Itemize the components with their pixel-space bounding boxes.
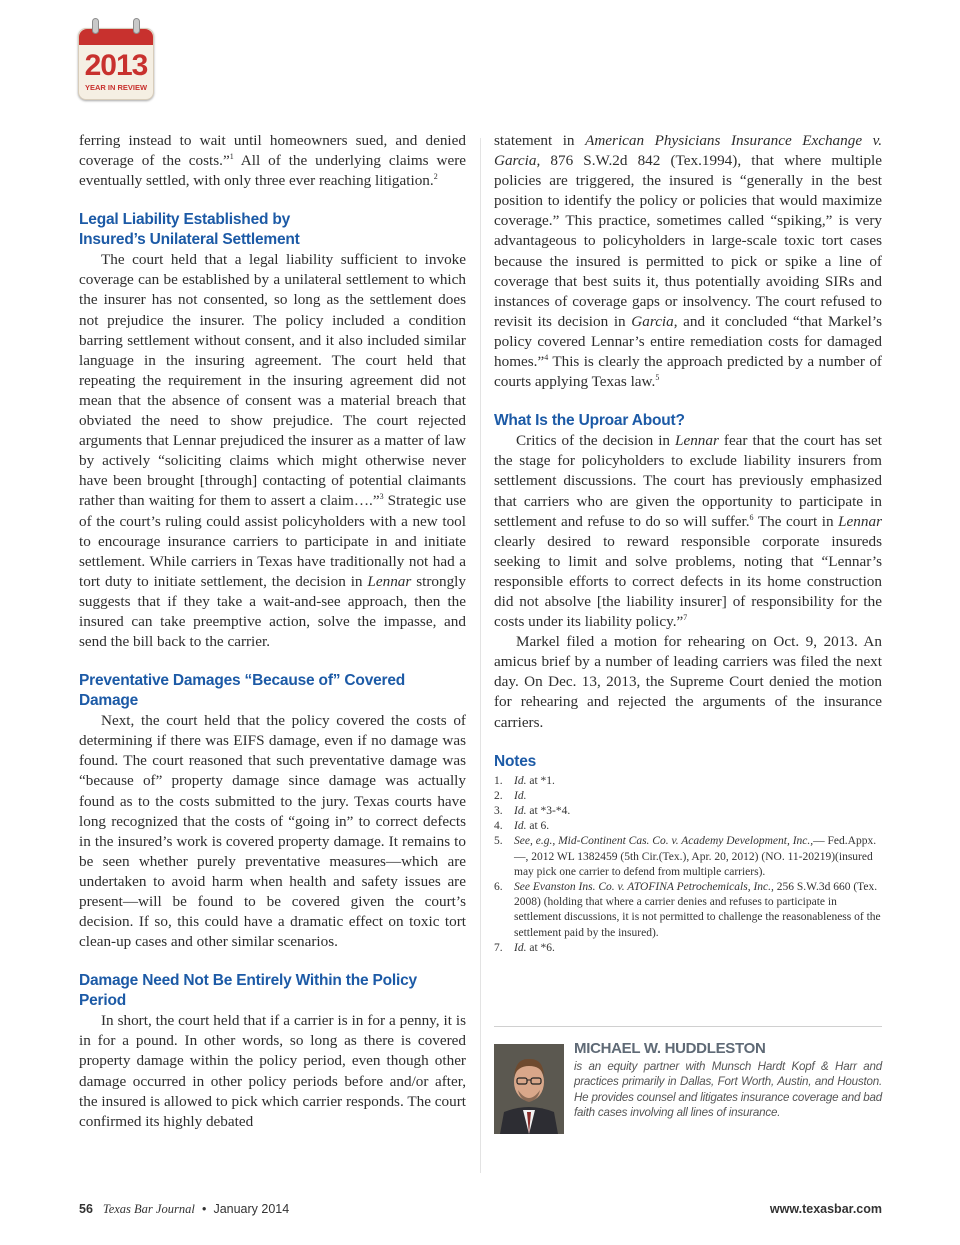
- notes-heading: Notes: [494, 752, 537, 770]
- note-item: 2. Id.: [494, 789, 527, 802]
- calendar-ring-icon: [92, 18, 99, 34]
- badge-body: [78, 28, 154, 100]
- right-column: [494, 131, 882, 956]
- section-heading: What Is the Uproar About?: [494, 412, 685, 430]
- section-heading: Legal Liability Established by Insured’s Unilateral Settlement: [79, 211, 300, 249]
- paragraph: Critics of the decision in Lennar fear that the court has set the stage for policyholders to exclude liability insurers from settlement discussions. The court has previously emphasized that carriers who are given the opportunity to participate in settlement and refuse to do so will suffer.$^6$ The court in Lennar clearly desired to reward responsible corporate insureds seeking to limit and solve problems, noting that “Lennar’s responsible efforts to correct defects in its home construction did not absolve [the liability insurer] of responsibility for the costs under its liability policy.”$^7$: [494, 432, 882, 631]
- paragraph: statement in American Physicians Insurance Exchange v. Garcia, 876 S.W.2d 842 (Tex.1994), that where multiple policies are triggered, the insured is “generally in the best position to identify the policy or policies that would maximize coverage.” This practice, sometimes called “spiking,” is very advantageous to policyholders in large-scale toxic tort cases because the insured is permitted to pick or spike a line of coverage that best suits it, thus potentially avoiding SIRs and instances of coverage gaps or insolvency. The court refused to revisit its decision in Garcia, and it concluded “that Markel’s policy covered Lennar’s entire remediation costs for damaged homes.”$^4$ This is clearly the approach predicted by a number of courts applying Texas law.$^5$: [494, 132, 882, 391]
- note-item: 7. Id. at *6.: [494, 941, 555, 954]
- footer-left: [79, 1201, 289, 1217]
- paragraph: The court held that a legal liability sufficient to invoke coverage can be established by a unilateral settlement to which the insurer has not consented, so long as the settlement does not prejudice the insurer. The policy included a condition barring settlement without consent, and it also included similar language in the insuring agreement. The court held that repeating the requirement in the insuring agreement did not mean that the absence of consent was a material breach that obviated the need to show prejudice. The court rejected arguments that Lennar prejudiced the insurer as a matter of law by actively “soliciting claims which might otherwise never have been brought [through] contacting of potential claimants rather than waiting for them to assert a claim….”$^3$ Strategic use of the court’s ruling could assist policyholders with a new tool to encourage insurance carriers to participate in and initiate settlement. While carriers in Texas have traditionally not had a tort duty to initiate settlement, the decision in Lennar strongly suggests that if they take a wait-and-see approach, then the insured can take preemptive action, solve the impasse, and send the bill back to the carrier.: [79, 251, 466, 651]
- left-column: [79, 131, 466, 1132]
- section-heading: Damage Need Not Be Entirely Within the Policy Period: [79, 972, 417, 1010]
- calendar-ring-icon: [133, 18, 140, 34]
- journal-name: Texas Bar Journal: [102, 1202, 195, 1216]
- paragraph: ferring instead to wait until homeowners sued, and denied coverage of the costs.”$^1$ All of the underlying claims were eventually settled, with only three ever reaching litigation.$^2$: [79, 132, 466, 190]
- badge-year: 2013: [84, 49, 148, 82]
- author-bio: is an equity partner with Munsch Hardt Kopf & Harr and practices primarily in Dallas, Fort Worth, Austin, and Houston. He provides counsel and litigates insurance coverage and bad faith cases involving all lines of insurance.: [574, 1060, 882, 1119]
- note-item: 1. Id. at *1.: [494, 774, 555, 787]
- author-photo: [494, 1044, 564, 1134]
- section-heading: Preventative Damages “Because of” Covered Damage: [79, 672, 406, 710]
- badge-band: [79, 29, 153, 45]
- footer-bullet: •: [201, 1202, 207, 1216]
- paragraph: Markel filed a motion for rehearing on Oct. 9, 2013. An amicus brief by a number of leading carriers was filed the next day. On Dec. 13, 2013, the Supreme Court denied the motion for rehearing and rejected the arguments of the insurance carriers.: [494, 633, 882, 731]
- author-portrait-icon: [494, 1044, 564, 1134]
- issue-date: January 2014: [213, 1202, 290, 1216]
- badge-label: YEAR IN REVIEW: [84, 83, 148, 92]
- author-name: MICHAEL W. HUDDLESTON: [574, 1040, 766, 1057]
- note-item: 6. See Evanston Ins. Co. v. ATOFINA Petrochemicals, Inc., 256 S.W.3d 660 (Tex. 2008) (holding that where a carrier denies and refuses to participate in settlement discussions, it is not permitted to challenge the reasonableness of the settlement paid by the insured).: [494, 881, 881, 939]
- author-divider: [494, 1026, 882, 1027]
- paragraph: In short, the court held that if a carrier is in for a penny, it is in for a pound. In other words, so long as there is covered property damage within the policy period, even though other damage occurred in other policy periods before and/or after, the insured is allowed to pick which carrier responds. The court confirmed its highly debated: [79, 1012, 466, 1130]
- website-link[interactable]: www.texasbar.com: [769, 1202, 882, 1216]
- notes-list: [494, 774, 882, 956]
- note-item: 5. See, e.g., Mid-Continent Cas. Co. v. Academy Development, Inc.,— Fed.Appx.—, 2012 WL 1382459 (5th Cir.(Tex.), Apr. 20, 2012) (NO. 11-20219)(insured may pick one carrier to defend from multiple carriers).: [494, 835, 877, 878]
- note-item: 3. Id. at *3-*4.: [494, 805, 571, 818]
- paragraph: Next, the court held that the policy covered the costs of determining if there was EIFS damage, even if no damage was found. The court reasoned that such preventative damage was “because of” property damage since damage was actually found as to the costs submitted to the jury. Texas courts have long recognized that the costs of “going in” to correct defects in the insured’s work is covered property damage. It remains to be seen whether purely preventative measures—which are undertaken to avoid harm when health and safety issues are present—will be found to be covered given the court’s decision. If so, this could have a dramatic effect on toxic tort clean-up cases and other similar scenarios.: [79, 712, 466, 951]
- year-in-review-badge: [78, 22, 154, 100]
- page-number: 56: [79, 1202, 93, 1216]
- note-item: 4. Id. at 6.: [494, 820, 550, 833]
- column-divider: [480, 138, 481, 1173]
